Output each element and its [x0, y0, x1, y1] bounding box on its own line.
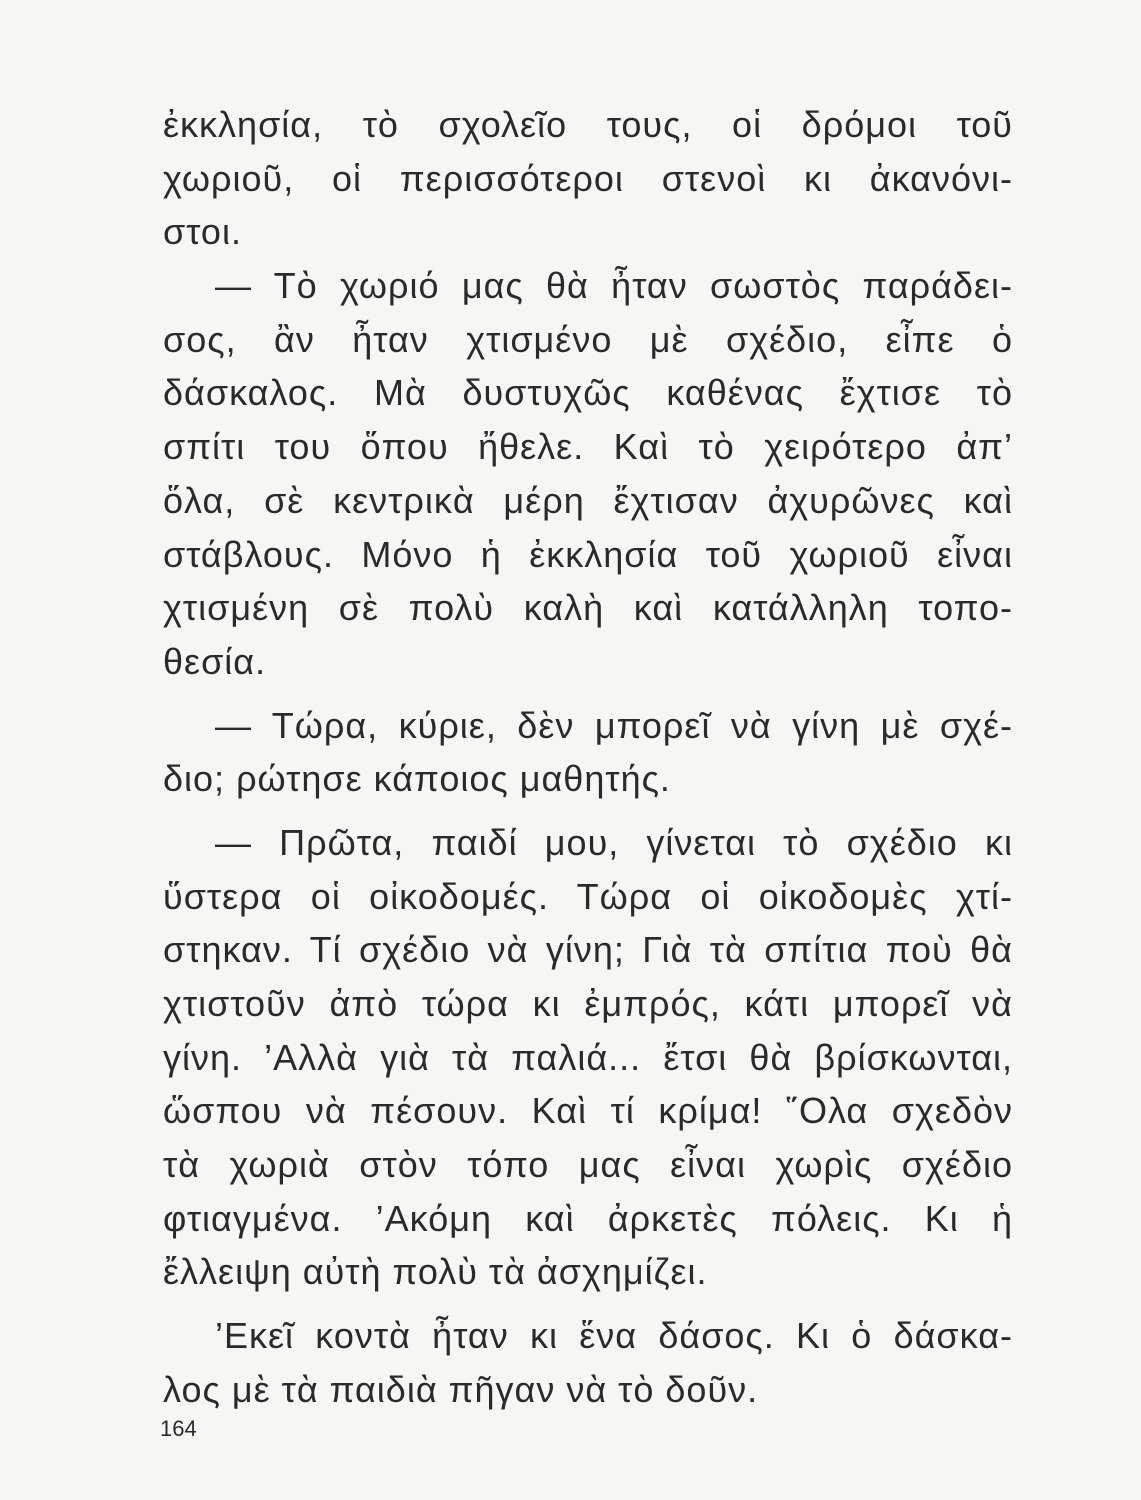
text-line: χτισμένη σὲ πολὺ καλὴ καὶ κατάλληλη τοπο- [163, 587, 1013, 629]
text-line: στάβλους. Μόνο ἡ ἐκκλησία τοῦ χωριοῦ εἶναι [163, 533, 1013, 575]
text-line: γίνη. ’Αλλὰ γιὰ τὰ παλιά... ἔτσι θὰ βρίσκωνται, [163, 1036, 1013, 1078]
text-line: φτιαγμένα. ’Ακόμη καὶ ἀρκετὲς πόλεις. Κι ἡ [163, 1197, 1013, 1239]
text-line: θεσία. [163, 640, 267, 682]
text-line: λος μὲ τὰ παιδιὰ πῆγαν νὰ τὸ δοῦν. [163, 1368, 759, 1410]
text-line: διο; ρώτησε κάποιος μαθητής. [163, 758, 671, 800]
text-line: ὥσπου νὰ πέσουν. Καὶ τί κρίμα! ῞Ολα σχεδὸν [163, 1090, 1013, 1132]
text-line: — Τώρα, κύριε, δὲν μπορεῖ νὰ γίνη μὲ σχέ- [215, 704, 1013, 746]
text-line: χτιστοῦν ἀπὸ τώρα κι ἐμπρός, κάτι μπορεῖ νὰ [163, 983, 1013, 1024]
text-line: ἔλλειψη αὐτὴ πολὺ τὰ ἀσχημίζει. [163, 1251, 708, 1293]
text-line: ὅλα, σὲ κεντρικὰ μέρη ἔχτισαν ἀχυρῶνες καὶ [163, 479, 1013, 521]
text-line: ὕστερα οἱ οἰκοδομές. Τώρα οἱ οἰκοδομὲς χτί- [163, 875, 1013, 917]
text-line: δάσκαλος. Μὰ δυστυχῶς καθένας ἔχτισε τὸ [163, 372, 1013, 414]
page-number: 164 [160, 1416, 197, 1441]
text-line: σος, ἂν ἦταν χτισμένο μὲ σχέδιο, εἶπε ὁ [163, 318, 1013, 360]
text-line: στηκαν. Τί σχέδιο νὰ γίνη; Γιὰ τὰ σπίτια ποὺ θὰ [163, 929, 1013, 971]
text-line: — Πρῶτα, παιδί μου, γίνεται τὸ σχέδιο κι [215, 821, 1013, 863]
text-line: ’Εκεῖ κοντὰ ἦταν κι ἕνα δάσος. Κι ὁ δάσκα- [215, 1315, 1013, 1357]
text-line: χωριοῦ, οἱ περισσότεροι στενοὶ κι ἀκανόνι- [163, 157, 1013, 199]
text-line: ἐκκλησία, τὸ σχολεῖο τους, οἱ δρόμοι τοῦ [163, 104, 1013, 145]
text-line: τὰ χωριὰ στὸν τόπο μας εἶναι χωρὶς σχέδιο [163, 1144, 1013, 1186]
text-line: — Τὸ χωριό μας θὰ ἦταν σωστὸς παράδει- [215, 265, 1013, 307]
text-line: στοι. [163, 211, 242, 253]
text-line: σπίτι του ὅπου ἤθελε. Καὶ τὸ χειρότερο ἀπ’ [163, 426, 1013, 468]
body-text [163, 98, 1013, 1417]
